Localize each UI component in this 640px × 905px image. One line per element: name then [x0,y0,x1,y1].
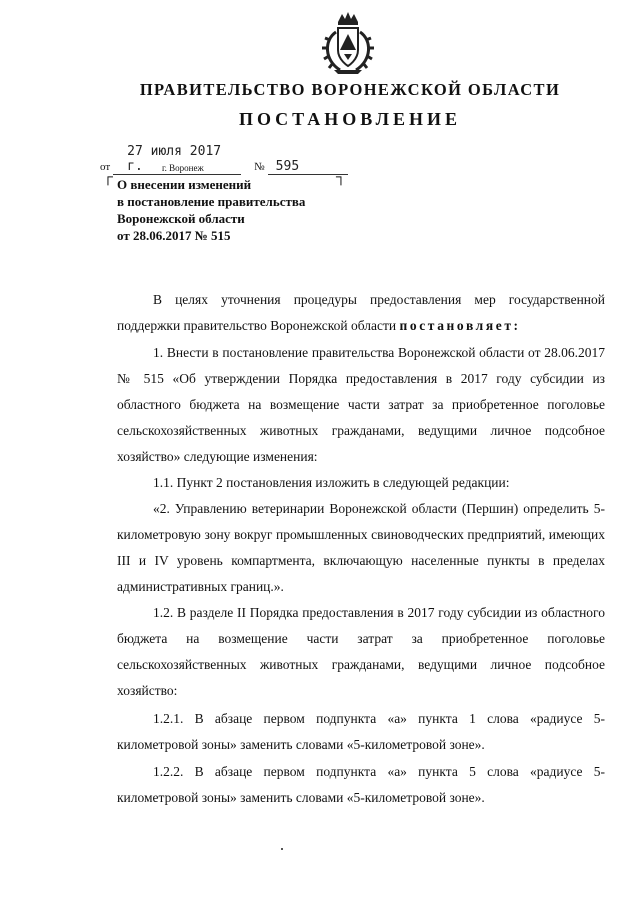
preamble-paragraph [117,287,605,339]
subject-line-2: в постановление правительства [117,194,306,209]
date-label: от [100,161,111,173]
document-type-title: ПОСТАНОВЛЕНИЕ [238,109,462,129]
subject-line-3: Воронежской области [117,211,245,226]
paragraph-1: 1. Внести в постановление правительства Воронежской области от 28.06.2017 № 515 «Об утверждении Порядка предоставления в 2017 году субсидии из областного бюджета на возмещение части затрат за приобретенное поголовье сельскохозяйственных животных гражданами, ведущими личное подсобное хозяйство» следующие изменения: [117,345,605,464]
preamble-text: В целях уточнения процедуры предоставления мер государственной поддержки правительство Воронежской области [117,292,605,333]
document-subject [117,176,347,244]
subject-line-4: от 28.06.2017 № 515 [117,228,231,243]
paragraph-1-2-1: 1.2.1. В абзаце первом подпункта «а» пункта 1 слова «радиусе 5-километровой зоны» заменить словами «5-километровой зоне». [117,711,605,752]
date-row [100,144,348,175]
footer-dot [281,848,283,850]
subject-line-1: О внесении изменений [117,177,252,192]
coat-of-arms-icon [318,10,378,76]
paragraph-1-2: 1.2. В разделе II Порядка предоставления в 2017 году субсидии из областного бюджета на возмещение части затрат за приобретенное поголовье сельскохозяйственных животных гражданами, ведущими личное подсобное хозяйство: [117,605,605,698]
city-label: г. Воронеж [162,163,204,173]
bracket-left: ┌ [103,170,113,185]
date-value: 27 июля 2017 г. [113,144,241,175]
number-label: № [254,161,265,173]
organization-title: ПРАВИТЕЛЬСТВО ВОРОНЕЖСКОЙ ОБЛАСТИ [139,80,561,99]
number-value: 595 [268,159,348,175]
bracket-right: ┐ [336,170,346,185]
paragraph-1-1-quote: «2. Управлению ветеринарии Воронежской области (Першин) определить 5-километровую зону вокруг промышленных свиноводческих предприятий, имеющих III и IV уровень компартмента, включающую населенные пункты в пределах административных границ.». [117,501,605,594]
paragraph-1-1: 1.1. Пункт 2 постановления изложить в следующей редакции: [153,475,510,490]
paragraph-1-2-2: 1.2.2. В абзаце первом подпункта «а» пункта 5 слова «радиусе 5-километровой зоны» заменить словами «5-километровой зоне». [117,764,605,805]
preamble-verb: постановляет: [399,318,521,333]
